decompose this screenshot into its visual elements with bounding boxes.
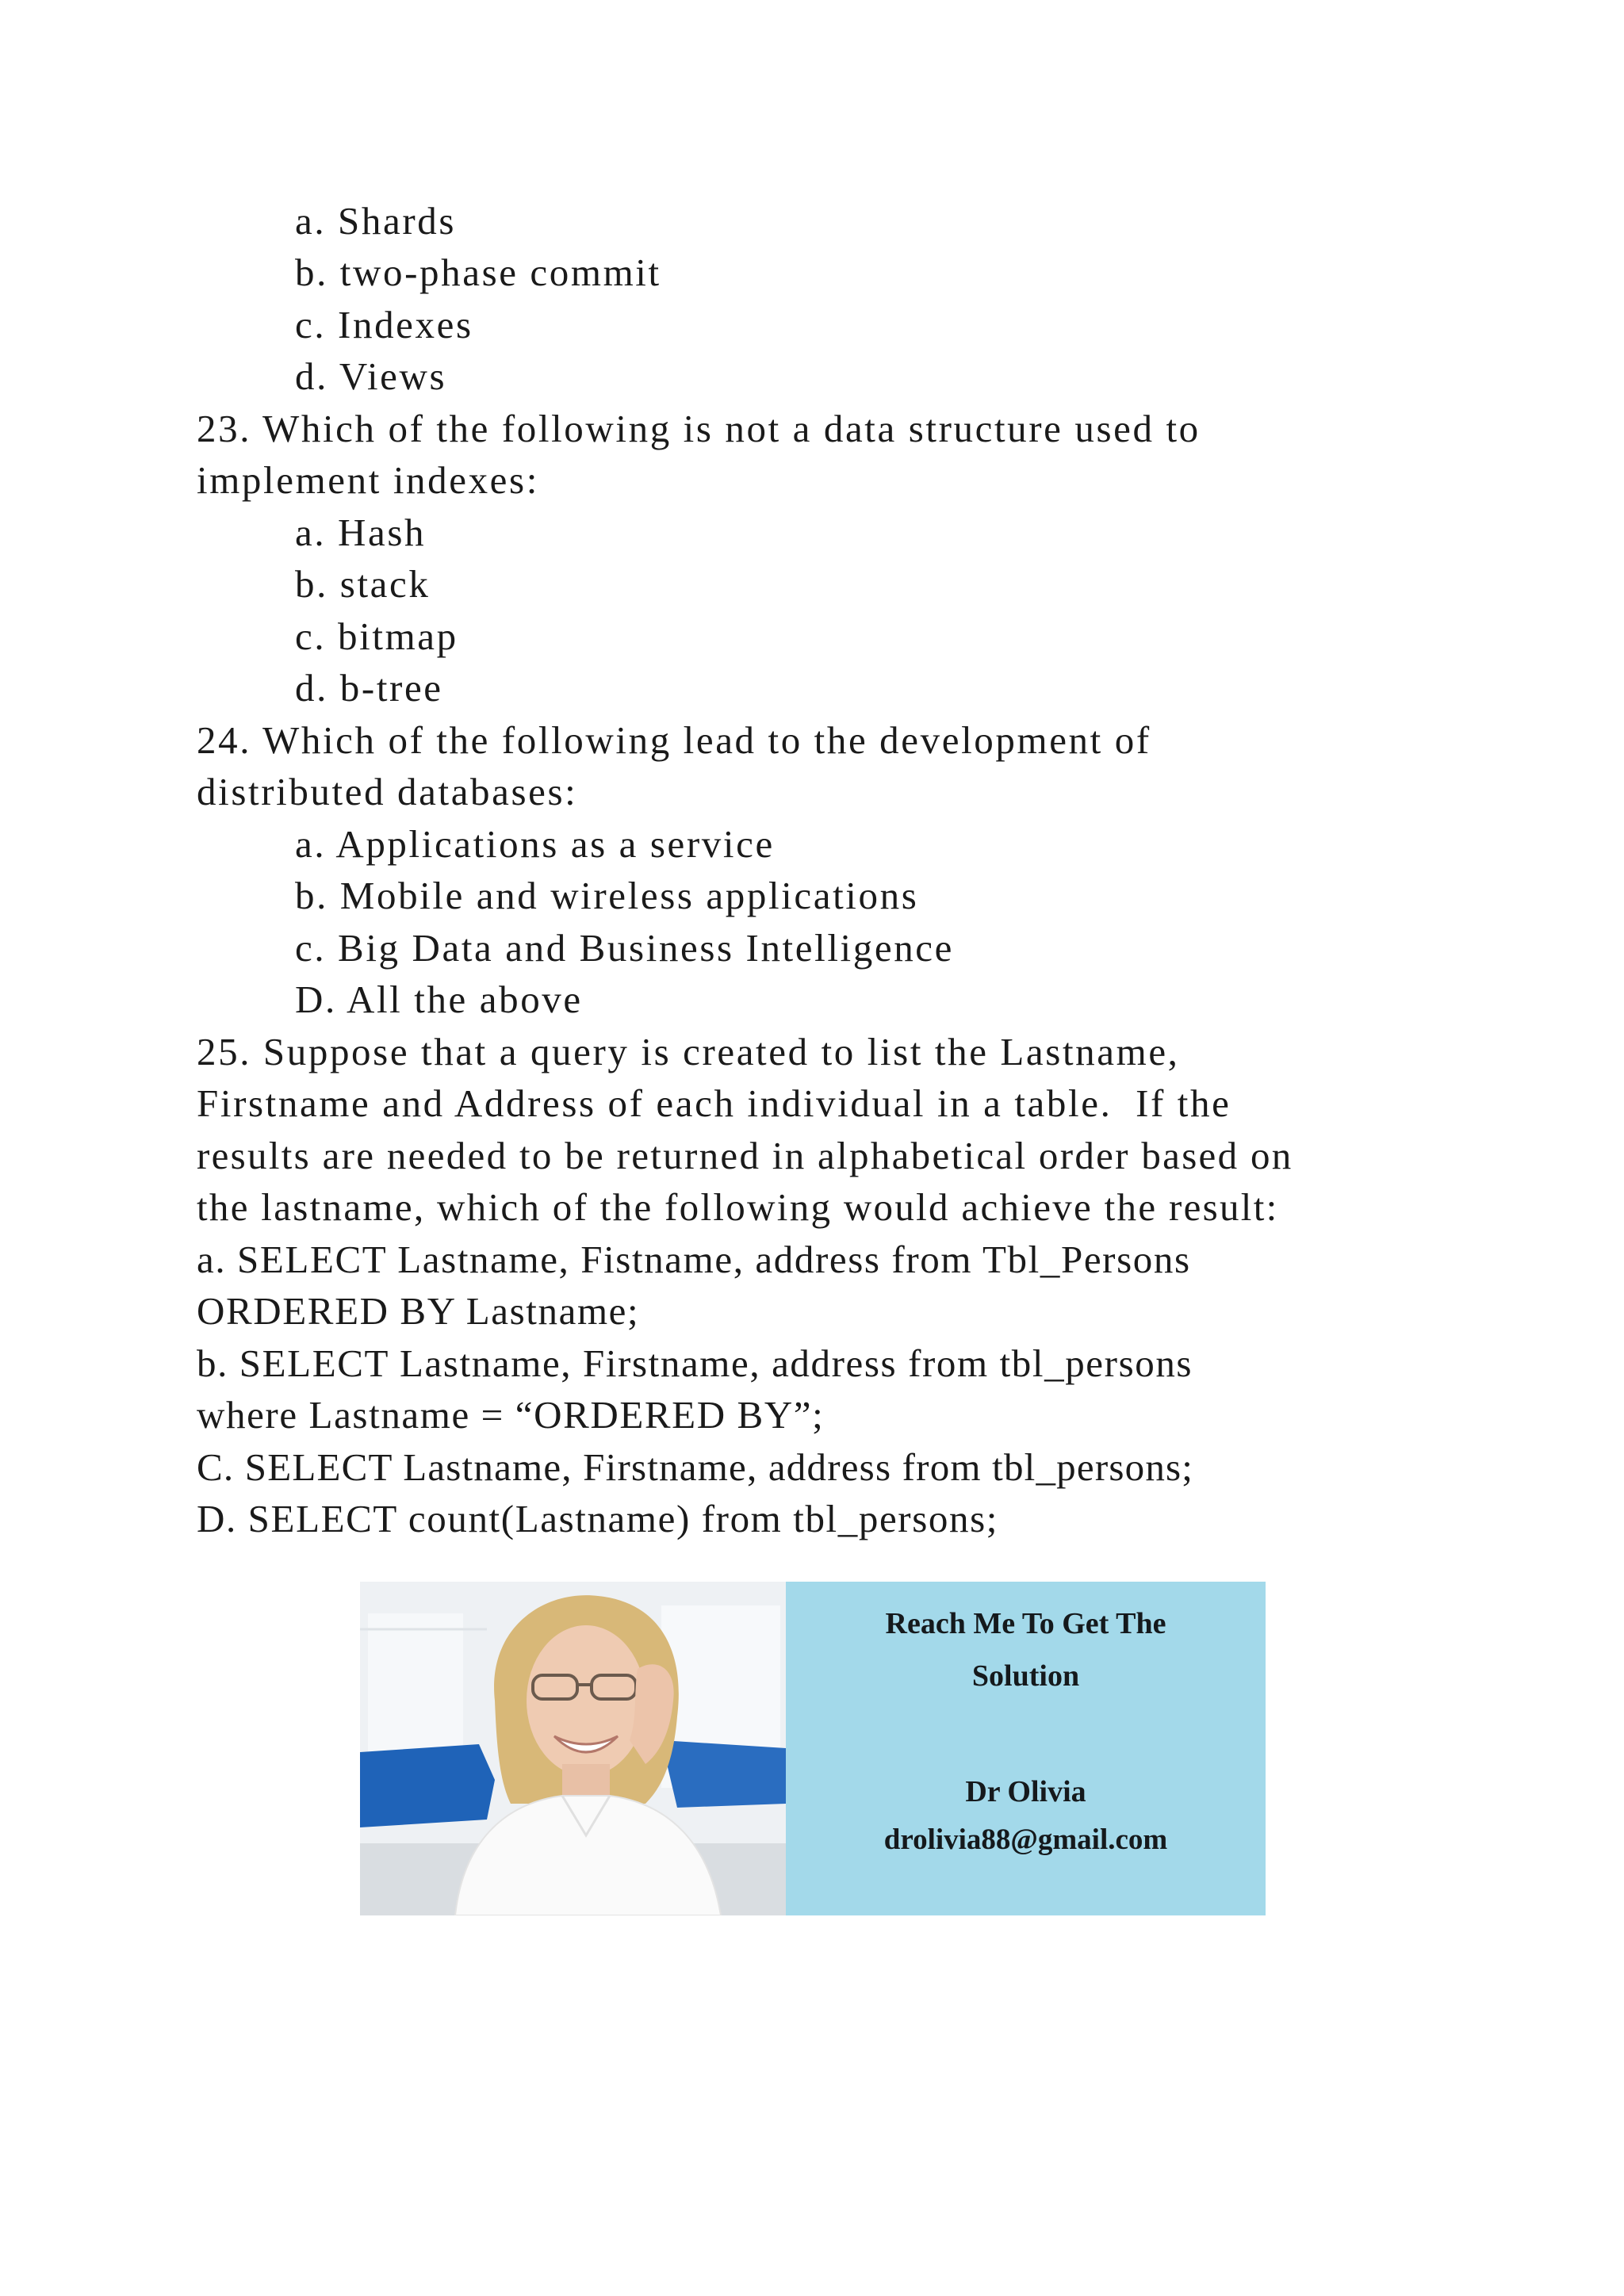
- q24-option-a: a. Applications as a service: [295, 822, 775, 866]
- promo-heading-line-2: Solution: [971, 1659, 1080, 1693]
- q23-question-line-1: 23. Which of the following is not a data structure used to: [197, 407, 1201, 450]
- q25-option-a-line-2: ORDERED BY Lastname;: [197, 1289, 640, 1333]
- q24-question-line-1: 24. Which of the following lead to the development of: [197, 718, 1151, 762]
- contact-email[interactable]: drolivia88@gmail.com: [883, 1823, 1168, 1856]
- q25-question-line-3: results are needed to be returned in alphabetical order based on: [197, 1134, 1293, 1177]
- q22-option-a: a. Shards: [295, 199, 457, 243]
- q25-question-line-2: Firstname and Address of each individual in a table. If the: [197, 1081, 1231, 1125]
- q23-option-c: c. bitmap: [295, 614, 458, 658]
- q23-option-a: a. Hash: [295, 511, 427, 554]
- contact-banner: [360, 1582, 1266, 1915]
- q24-option-d: D. All the above: [295, 978, 583, 1021]
- q22-option-c: c. Indexes: [295, 303, 473, 346]
- q23-question-line-2: implement indexes:: [197, 458, 539, 502]
- q25-option-c: C. SELECT Lastname, Firstname, address from tbl_persons;: [197, 1445, 1194, 1489]
- q24-option-c: c. Big Data and Business Intelligence: [295, 926, 955, 970]
- woman-portrait-illustration: [360, 1582, 786, 1915]
- q22-option-d: d. Views: [295, 354, 447, 398]
- portrait-photo: [360, 1582, 786, 1915]
- q22-option-b: b. two-phase commit: [295, 251, 661, 294]
- q25-option-d: D. SELECT count(Lastname) from tbl_persons;: [197, 1497, 998, 1540]
- q25-option-b-line-1: b. SELECT Lastname, Firstname, address from tbl_persons: [197, 1341, 1193, 1385]
- contact-panel: [786, 1582, 1266, 1915]
- q23-option-d: d. b-tree: [295, 666, 443, 710]
- q23-option-b: b. stack: [295, 562, 431, 606]
- promo-heading-line-1: Reach Me To Get The: [885, 1607, 1166, 1640]
- q24-option-b: b. Mobile and wireless applications: [295, 874, 919, 917]
- q24-question-line-2: distributed databases:: [197, 770, 578, 813]
- q25-question-line-4: the lastname, which of the following would achieve the result:: [197, 1185, 1279, 1229]
- contact-name: Dr Olivia: [965, 1775, 1086, 1808]
- q25-question-line-1: 25. Suppose that a query is created to list the Lastname,: [197, 1030, 1180, 1073]
- q25-option-a-line-1: a. SELECT Lastname, Fistname, address from Tbl_Persons: [197, 1238, 1191, 1281]
- q25-option-b-line-2: where Lastname = “ORDERED BY”;: [197, 1393, 825, 1437]
